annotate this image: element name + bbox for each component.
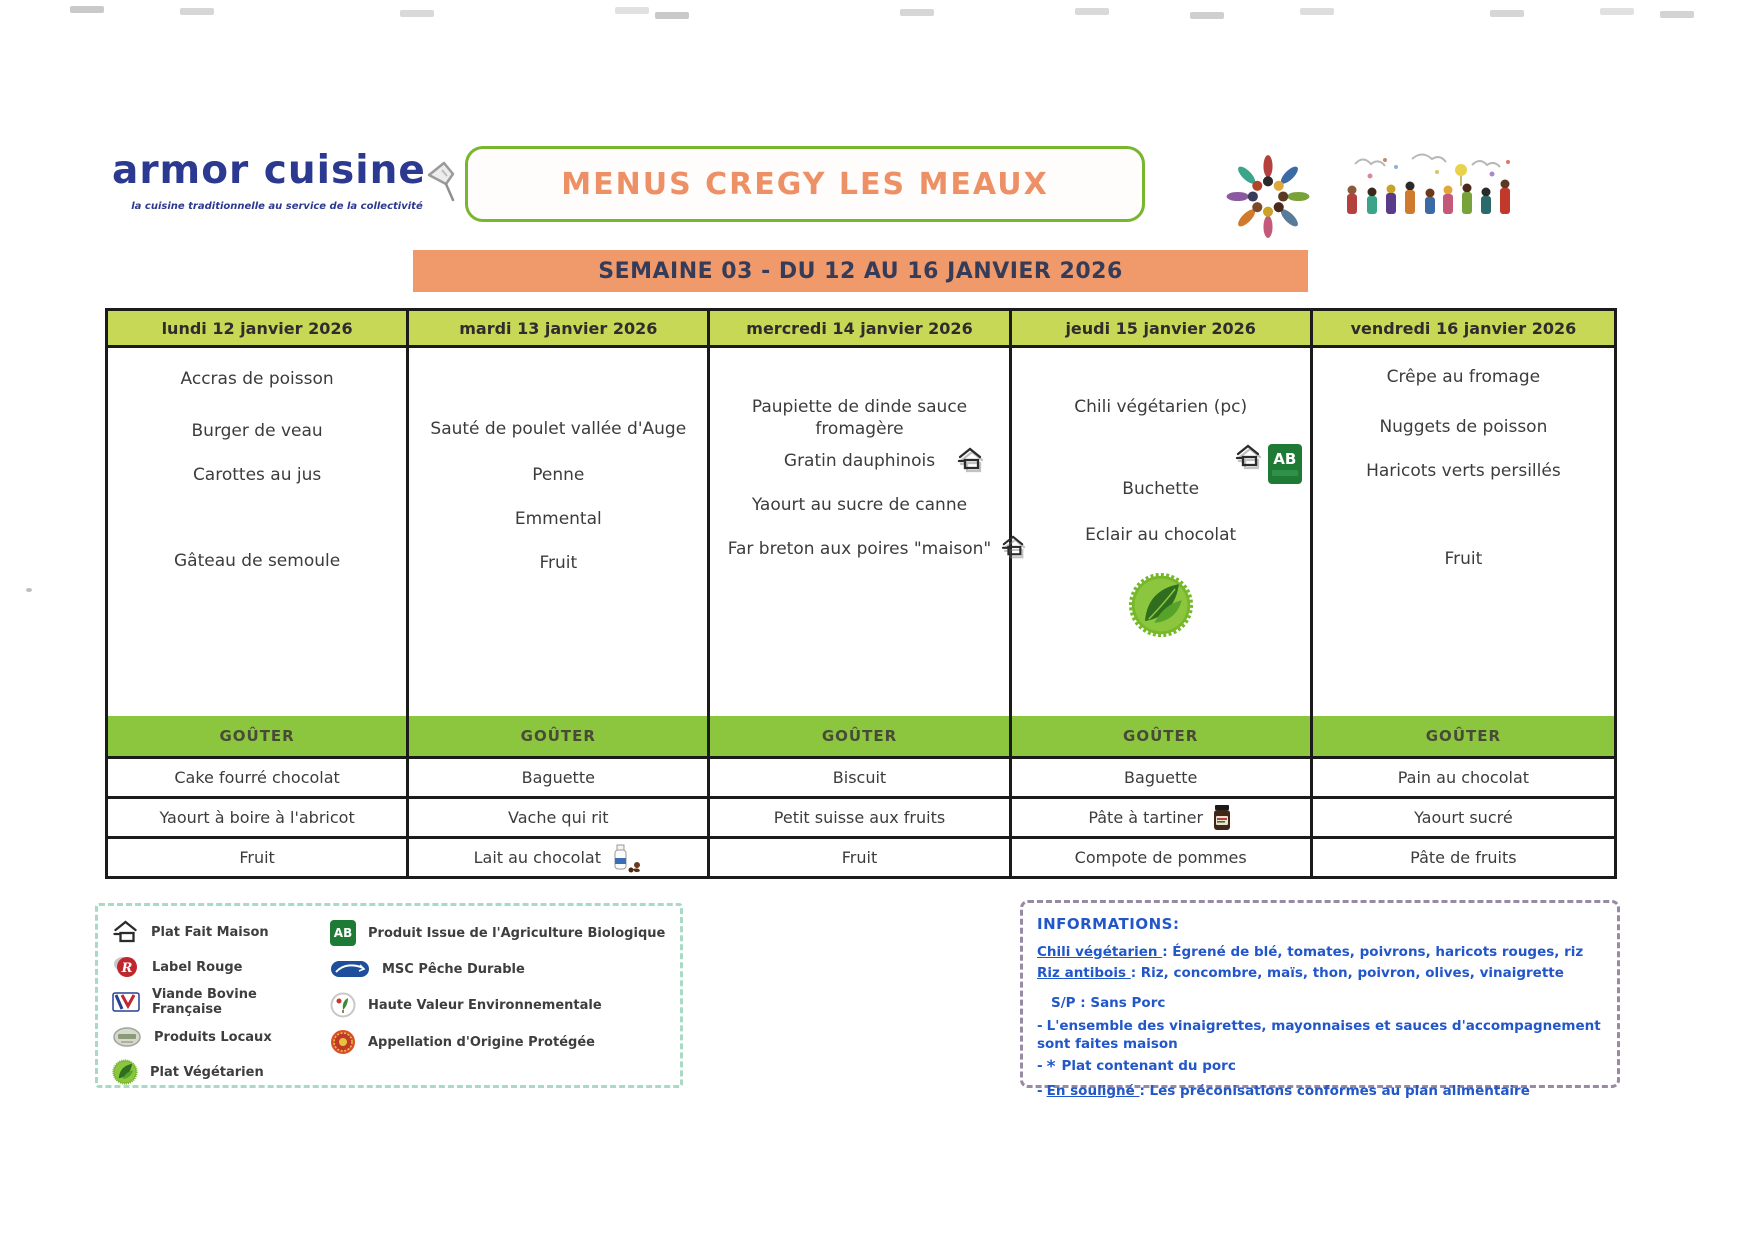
gouter-item: Compote de pommes xyxy=(1012,839,1313,876)
gouter-item: Biscuit xyxy=(710,759,1011,796)
main-menu-row xyxy=(108,348,1614,716)
fait-maison-icon xyxy=(957,447,983,471)
gouter-row-3 xyxy=(108,839,1614,876)
menu-item: Emmental xyxy=(514,509,602,530)
gouter-header: GOÛTER xyxy=(1012,716,1313,756)
svg-text:R: R xyxy=(121,961,133,976)
info-line-sp: S/P : Sans Porc xyxy=(1051,995,1166,1012)
kids-playing-illustration xyxy=(1340,150,1520,230)
week-banner xyxy=(413,250,1308,292)
info-line-sauces: - L'ensemble des vinaigrettes, mayonnaises et sauces d'accompagnement sont faites maison xyxy=(1037,1017,1601,1052)
gouter-header: GOÛTER xyxy=(710,716,1011,756)
menu-cell-friday xyxy=(1313,348,1614,716)
gouter-row-2 xyxy=(108,799,1614,839)
menu-item: Fruit xyxy=(539,553,578,574)
gouter-item: Pâte à tartiner xyxy=(1012,799,1313,836)
legend-item: Viande Bovine Française xyxy=(112,990,330,1014)
menu-item: Gratin dauphinois xyxy=(784,450,935,472)
milk-bottle-icon xyxy=(609,843,643,873)
gouter-item: Baguette xyxy=(409,759,710,796)
legend-item: Plat Végétarien xyxy=(112,1060,330,1084)
info-line-porc: - * Plat contenant du porc xyxy=(1037,1057,1236,1078)
informations-box xyxy=(1020,900,1620,1100)
gouter-item: Vache qui rit xyxy=(409,799,710,836)
hve-icon xyxy=(330,992,356,1018)
menu-item: Yaourt au sucre de canne xyxy=(751,495,968,516)
legend-item: Plat Fait Maison xyxy=(112,920,330,944)
menu-item: Fruit xyxy=(1444,549,1483,570)
armor-cuisine-logo xyxy=(112,148,442,212)
gouter-item: Petit suisse aux fruits xyxy=(710,799,1011,836)
ab-bio-icon: AB xyxy=(330,920,356,946)
menu-item: Nuggets de poisson xyxy=(1379,417,1548,438)
menu-cell-thursday xyxy=(1012,348,1313,716)
menu-item: Penne xyxy=(532,465,585,486)
gouter-item: Yaourt à boire à l'abricot xyxy=(108,799,409,836)
fait-maison-icon xyxy=(112,920,139,944)
day-header-friday: vendredi 16 janvier 2026 xyxy=(1350,318,1577,338)
spread-jar-icon xyxy=(1211,804,1233,832)
legend-item: Produits Locaux xyxy=(112,1025,330,1049)
scan-dot xyxy=(26,588,32,592)
aop-icon xyxy=(330,1029,356,1055)
menu-item: Accras de poisson xyxy=(180,369,334,389)
thursday-icons xyxy=(1235,444,1302,484)
label-rouge-icon xyxy=(112,954,140,980)
gouter-item: Cake fourré chocolat xyxy=(108,759,409,796)
day-header-tuesday: mardi 13 janvier 2026 xyxy=(409,311,710,345)
gouter-header-row xyxy=(108,716,1614,759)
kids-circle-illustration xyxy=(1212,148,1324,244)
gouter-item: Baguette xyxy=(1012,759,1313,796)
gouter-item: Lait au chocolat xyxy=(409,839,710,876)
menu-item: Burger de veau xyxy=(191,421,323,442)
menu-item: Paupiette de dinde sauce fromagère xyxy=(751,397,968,440)
gouter-header: GOÛTER xyxy=(409,716,710,756)
legend-item: Appellation d'Origine Protégée xyxy=(330,1029,665,1055)
menu-item: Crêpe au fromage xyxy=(1386,367,1541,387)
ab-bio-icon: AB xyxy=(1268,444,1302,484)
day-header-thursday: jeudi 15 janvier 2026 xyxy=(1012,311,1313,345)
gouter-item: Yaourt sucré xyxy=(1414,808,1513,827)
menu-cell-tuesday xyxy=(409,348,710,716)
page-title: MENUS CREGY LES MEAUX xyxy=(561,166,1049,202)
gouter-row-1 xyxy=(108,759,1614,799)
produits-locaux-icon xyxy=(112,1026,142,1048)
menu-cell-wednesday xyxy=(710,348,1011,716)
menu-table xyxy=(105,308,1617,879)
logo-title: armor cuisine xyxy=(112,148,426,193)
title-box xyxy=(465,146,1145,222)
informations-title: INFORMATIONS: xyxy=(1037,915,1180,933)
week-banner-text: SEMAINE 03 - DU 12 AU 16 JANVIER 2026 xyxy=(598,258,1123,284)
viande-bovine-francaise-icon xyxy=(112,991,140,1013)
menu-item: Haricots verts persillés xyxy=(1366,461,1561,482)
gouter-item: Fruit xyxy=(108,839,409,876)
legend-box xyxy=(95,903,683,1088)
day-header-monday: lundi 12 janvier 2026 xyxy=(108,311,409,345)
menu-item: Buchette xyxy=(1122,479,1200,500)
legend-item: R Label Rouge xyxy=(112,955,330,979)
menu-item: Sauté de poulet vallée d'Auge xyxy=(430,419,687,439)
gouter-header: GOÛTER xyxy=(108,716,409,756)
legend-item: Haute Valeur Environnementale xyxy=(330,992,665,1018)
logo-tagline: la cuisine traditionnelle au service de la collectivité xyxy=(131,201,423,212)
info-line-chili: Chili végétarien : Égrené de blé, tomates, poivrons, haricots rouges, riz xyxy=(1037,944,1584,960)
menu-item: Eclair au chocolat xyxy=(1085,525,1237,546)
info-line-souligne: - En souligné : Les préconisations conformes au plan alimentaire xyxy=(1037,1083,1530,1100)
menu-cell-monday xyxy=(108,348,409,716)
scan-noise xyxy=(70,6,104,13)
menu-item: Gâteau de semoule xyxy=(173,551,341,572)
pushpin-icon xyxy=(420,158,462,206)
menu-item: Chili végétarien (pc) xyxy=(1074,397,1248,417)
plat-vegetarien-icon xyxy=(112,1059,138,1085)
menu-item: Carottes au jus xyxy=(192,465,322,486)
day-header-wednesday: mercredi 14 janvier 2026 xyxy=(710,311,1011,345)
gouter-item: Fruit xyxy=(710,839,1011,876)
gouter-item: Pain au chocolat xyxy=(1397,768,1530,787)
msc-peche-durable-icon xyxy=(330,959,370,979)
vegetarian-badge-icon xyxy=(1128,572,1194,638)
info-line-riz: Riz antibois : Riz, concombre, maïs, thon, poivron, olives, vinaigrette xyxy=(1037,965,1564,982)
day-header-row xyxy=(108,311,1614,348)
fait-maison-icon xyxy=(1235,444,1261,468)
menu-item: Far breton aux poires "maison" xyxy=(728,538,991,560)
gouter-item: Pâte de fruits xyxy=(1410,848,1517,867)
gouter-header: GOÛTER xyxy=(1425,727,1502,745)
legend-item: AB Produit Issue de l'Agriculture Biologique xyxy=(330,920,665,946)
legend-item: MSC Pêche Durable xyxy=(330,957,665,981)
